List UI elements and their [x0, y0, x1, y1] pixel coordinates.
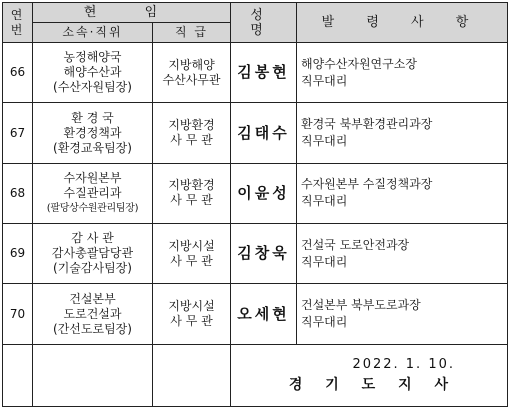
affiliation-line: 수질관리과	[63, 185, 122, 200]
row-order	[297, 43, 508, 103]
row-name: 이윤성	[231, 163, 297, 223]
footer-empty-cell	[33, 344, 153, 406]
table-row	[3, 43, 508, 103]
footer-empty-cell	[153, 344, 231, 406]
order-line: 수자원본부 수질정책과장	[301, 177, 433, 192]
row-number: 68	[3, 163, 33, 223]
affiliation-line: (기술감사팀장)	[53, 261, 132, 276]
grade-line: 사 무 관	[170, 133, 213, 148]
row-affiliation	[33, 224, 153, 284]
grade-line: 수산사무관	[162, 72, 221, 87]
order-line: 직무대리	[301, 315, 348, 330]
affiliation-line: 환 경 국	[71, 110, 114, 125]
header-no-top: 연	[10, 7, 25, 22]
table-row	[3, 224, 508, 284]
row-order	[297, 103, 508, 163]
header-name: 성 명	[231, 3, 297, 43]
personnel-order-table	[2, 2, 508, 407]
header-current: 현 임	[33, 3, 231, 23]
row-order	[297, 163, 508, 223]
grade-line: 사 무 관	[170, 253, 213, 268]
row-grade	[153, 43, 231, 103]
affiliation-line: 감 사 관	[71, 231, 114, 246]
row-number: 70	[3, 284, 33, 344]
order-line: 건설국 도로안전과장	[301, 237, 410, 252]
affiliation-line: 농정해양국	[63, 50, 122, 65]
order-line: 직무대리	[301, 73, 348, 88]
row-affiliation	[33, 284, 153, 344]
affiliation-line: (환경교육팀장)	[53, 140, 132, 155]
row-affiliation	[33, 43, 153, 103]
header-no-bottom: 번	[10, 22, 25, 37]
row-name: 김태수	[231, 103, 297, 163]
issue-date: 2022. 1. 10.	[352, 357, 455, 373]
footer-signature-cell	[231, 344, 508, 406]
row-name: 오세현	[231, 284, 297, 344]
affiliation-line: 수자원본부	[63, 170, 122, 185]
grade-line: 지방환경	[168, 178, 215, 193]
affiliation-line: (수산자원팀장)	[53, 80, 132, 95]
affiliation-line: 감사총괄담당관	[51, 246, 134, 261]
row-order	[297, 284, 508, 344]
row-order	[297, 224, 508, 284]
issuer-signature: 경 기 도 지 사	[288, 377, 457, 394]
order-line: 해양수산자원연구소장	[301, 56, 417, 71]
grade-line: 지방해양	[168, 57, 215, 72]
grade-line: 지방시설	[168, 238, 215, 253]
header-affiliation: 소속·직위	[33, 23, 153, 43]
row-grade	[153, 163, 231, 223]
affiliation-line: (팔당상수원관리팀장)	[46, 202, 139, 214]
grade-line: 지방시설	[168, 299, 215, 314]
table-row	[3, 163, 508, 223]
grade-line: 사 무 관	[170, 193, 213, 208]
order-line: 직무대리	[301, 194, 348, 209]
affiliation-line: (간선도로팀장)	[53, 321, 132, 336]
footer-row	[3, 344, 508, 406]
header-no	[3, 3, 33, 43]
row-number: 67	[3, 103, 33, 163]
affiliation-line: 건설본부	[69, 291, 116, 306]
affiliation-line: 해양수산과	[63, 65, 122, 80]
row-grade	[153, 284, 231, 344]
header-grade: 직 급	[153, 23, 231, 43]
grade-line: 지방환경	[168, 118, 215, 133]
row-grade	[153, 103, 231, 163]
footer-empty-cell	[3, 344, 33, 406]
row-number: 66	[3, 43, 33, 103]
row-name: 김봉현	[231, 43, 297, 103]
order-line: 직무대리	[301, 254, 348, 269]
row-name: 김창욱	[231, 224, 297, 284]
order-line: 건설본부 북부도로과장	[301, 298, 421, 313]
order-line: 직무대리	[301, 134, 348, 149]
header-order: 발 령 사 항	[297, 3, 508, 43]
order-line: 환경국 북부환경관리과장	[301, 117, 433, 132]
table-row	[3, 284, 508, 344]
row-grade	[153, 224, 231, 284]
row-number: 69	[3, 224, 33, 284]
table-row	[3, 103, 508, 163]
row-affiliation	[33, 103, 153, 163]
row-affiliation	[33, 163, 153, 223]
affiliation-line: 도로건설과	[63, 306, 122, 321]
affiliation-line: 환경정책과	[63, 125, 122, 140]
grade-line: 사 무 관	[170, 314, 213, 329]
